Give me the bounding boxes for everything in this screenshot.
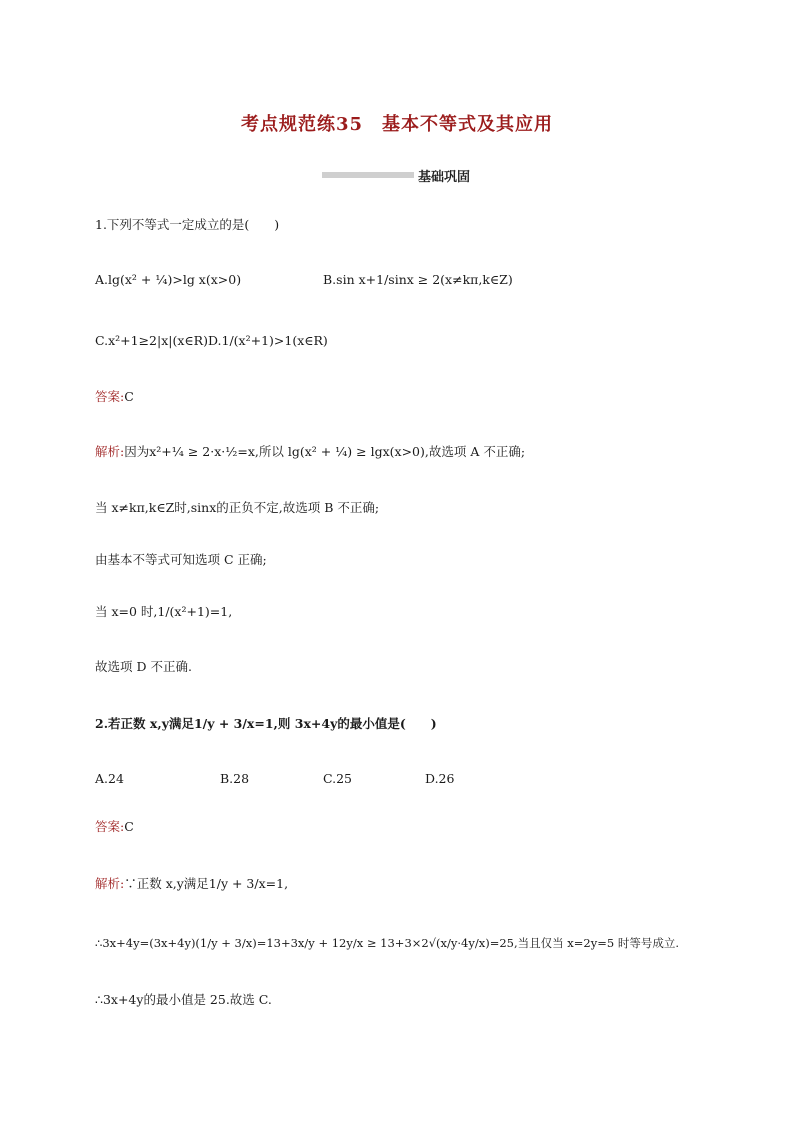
answer-value: C xyxy=(124,389,134,404)
question-1-option-b: B.sin x+1/sinx ≥ 2(x≠kπ,k∈Z) xyxy=(323,272,513,287)
question-2-option-c: C.25 xyxy=(323,771,352,786)
question-2-analysis-line-1 xyxy=(95,874,288,894)
question-2-option-b: B.28 xyxy=(220,771,250,786)
question-2-answer xyxy=(95,817,134,837)
question-1-option-a: A.lg(x² + ¼)>lg x(x>0) xyxy=(95,272,242,287)
question-2-option-d: D.26 xyxy=(425,771,455,786)
question-1-answer xyxy=(95,387,134,407)
analysis-label: 解析: xyxy=(95,444,125,459)
question-1-option-c-d: C.x²+1≥2|x|(x∈R)D.1/(x²+1)>1(x∈R) xyxy=(95,333,328,348)
answer-value: C xyxy=(124,819,134,834)
question-2-stem: 2.若正数 x,y满足1/y + 3/x=1,则 3x+4y的最小值是( ) xyxy=(95,716,437,731)
answer-label: 答案: xyxy=(95,819,125,834)
analysis-label: 解析: xyxy=(95,876,125,891)
question-1-analysis-line-3: 由基本不等式可知选项 C 正确; xyxy=(95,552,267,567)
section-title: 基础巩固 xyxy=(418,170,471,185)
section-divider xyxy=(322,172,414,178)
question-2-analysis-line-2: ∴3x+4y=(3x+4y)(1/y + 3/x)=13+3x/y + 12y/x ≥ 13+3×2√(x/y·4y/x)=25,当且仅当 x=2y=5 时等号成立. xyxy=(95,936,679,950)
question-1-stem: 1.下列不等式一定成立的是( ) xyxy=(95,217,280,232)
question-1-analysis-line-1 xyxy=(95,442,525,462)
analysis-text: 因为x²+¼ ≥ 2·x·½=x,所以 lg(x² + ¼) ≥ lgx(x>0),故选项 A 不正确; xyxy=(124,444,526,459)
question-1-analysis-line-4: 当 x=0 时,1/(x²+1)=1, xyxy=(95,604,233,619)
question-1-analysis-line-5: 故选项 D 不正确. xyxy=(95,659,192,674)
question-2-option-a: A.24 xyxy=(95,771,124,786)
answer-label: 答案: xyxy=(95,389,125,404)
question-1-analysis-line-2: 当 x≠kπ,k∈Z时,sinx的正负不定,故选项 B 不正确; xyxy=(95,500,380,515)
question-2-analysis-line-3: ∴3x+4y的最小值是 25.故选 C. xyxy=(95,992,272,1007)
page-title: 考点规范练35 基本不等式及其应用 xyxy=(240,114,554,135)
analysis-text: ∵正数 x,y满足1/y + 3/x=1, xyxy=(124,876,289,891)
